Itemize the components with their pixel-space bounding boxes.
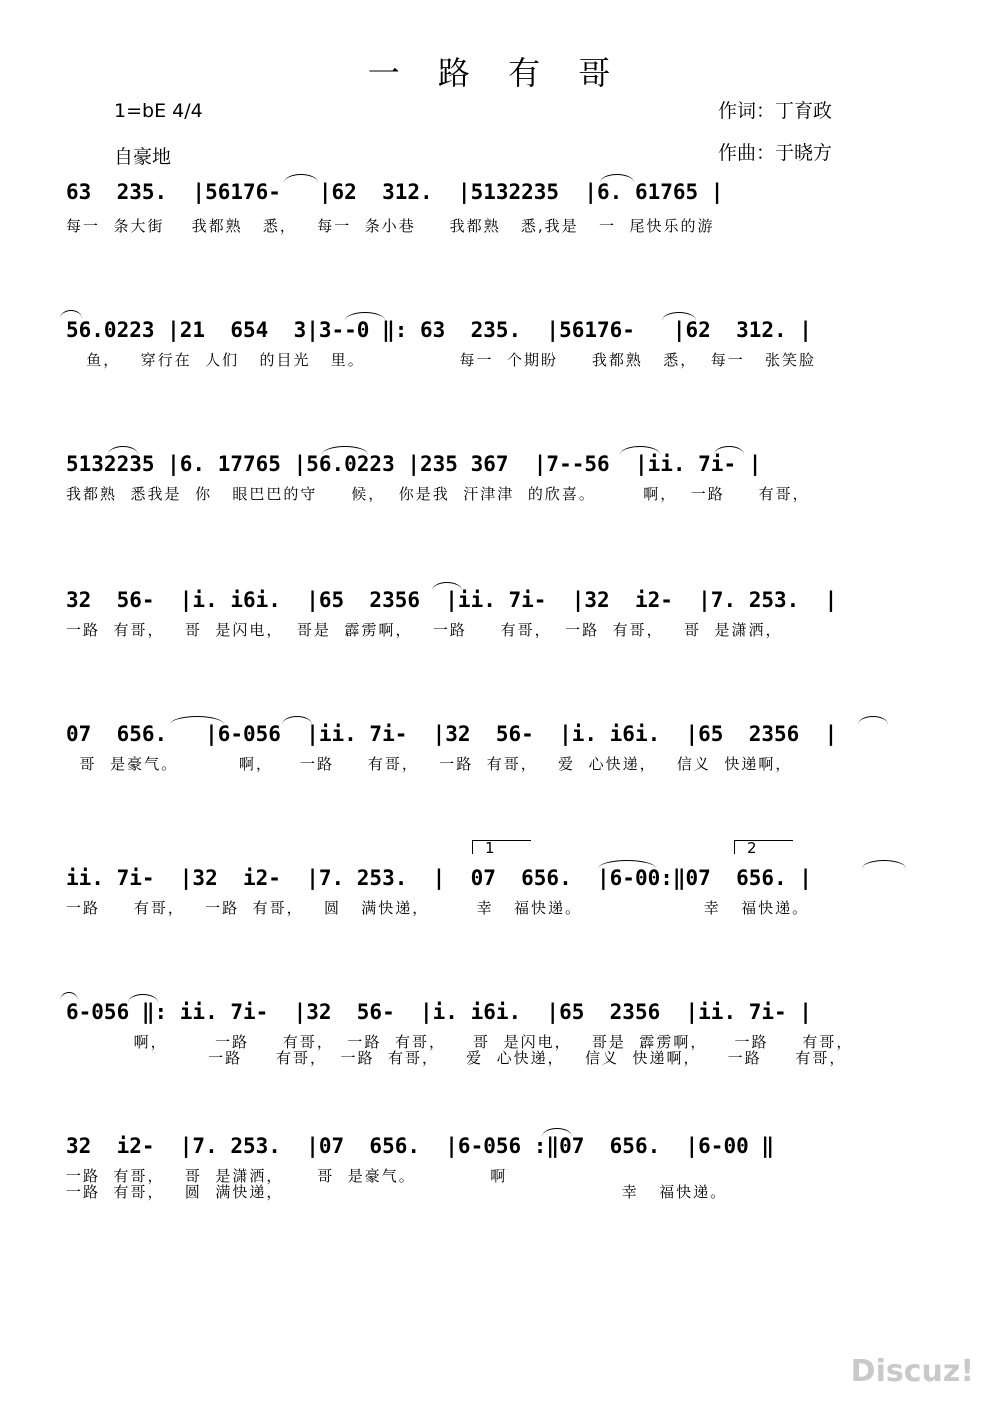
score-system-8 (0, 1134, 992, 1214)
tie-slur (620, 446, 660, 463)
score-system-6 (0, 866, 992, 946)
tie-slur (858, 716, 888, 733)
lyrics-line: 每一 条大街 我都熟 悉， 每一 条小巷 我都熟 悉,我是 一 尾快乐的游 (66, 217, 715, 235)
lyrics-line-2: 一路 有哥， 圆 满快递， 幸 福快递。 (66, 1183, 728, 1201)
score-system-2 (0, 318, 992, 398)
lyrics-line: 一路 有哥， 一路 有哥， 圆 满快递， 幸 福快递。 幸 福快递。 (66, 899, 810, 917)
tie-slur (128, 994, 158, 1011)
composer-credit: 作曲：于晓方 (718, 142, 833, 164)
notation-line: 63 235. |56176- |62 312. |5132235 |6. 61765 | (66, 180, 724, 204)
notation-line: 6-056 ‖: ii. 7i- |32 56- |i. i6i. |65 2356 |ii. 7i- | (66, 1000, 812, 1024)
first-ending-bracket (472, 839, 531, 857)
tie-slur (108, 446, 138, 463)
tie-slur (322, 446, 368, 463)
tie-slur (284, 174, 318, 191)
notation-line: 5132235 |6. 17765 |56.0223 |235 367 |7--56 |ii. 7i- | (66, 452, 762, 476)
lyrics-line: 我都熟 悉我是 你 眼巴巴的守 候， 你是我 汗津津 的欣喜。 啊， 一路 有哥， (66, 485, 810, 503)
score-system-1 (0, 180, 992, 260)
lyrics-line: 一路 有哥， 哥 是潇洒， 哥 是豪气。 啊 (66, 1167, 508, 1185)
notation-line: ii. 7i- |32 i2- |7. 253. | 07 656. |6-00:‖07 656. | (66, 866, 812, 890)
watermark: Discuz! (850, 1354, 974, 1389)
score-system-3 (0, 452, 992, 532)
tie-slur (60, 310, 82, 327)
tie-slur (432, 582, 462, 599)
lyricist-credit: 作词：丁育政 (718, 100, 833, 122)
tie-slur (714, 446, 744, 463)
second-ending-number: 2 (747, 839, 757, 857)
lyrics-line: 哥 是豪气。 啊， 一路 有哥， 一路 有哥， 爱 心快递， 信义 快递啊， (66, 755, 793, 773)
lyrics-line: 啊， 一路 有哥， 一路 有哥， 哥 是闪电， 哥是 霹雳啊， 一路 有哥， (66, 1033, 854, 1051)
tie-slur (170, 716, 224, 733)
tie-slur (542, 1128, 572, 1145)
key-signature: 1=bE 4/4 (114, 100, 203, 122)
tempo-marking: 自豪地 (114, 146, 172, 168)
tie-slur (345, 312, 385, 329)
tie-slur (60, 992, 78, 1009)
tie-slur (862, 860, 906, 877)
second-ending-bracket (734, 839, 793, 857)
song-title: 一 路 有 哥 (367, 54, 625, 92)
first-ending-number: 1 (485, 839, 495, 857)
tie-slur (598, 860, 656, 877)
score-system-7 (0, 1000, 992, 1080)
tie-slur (600, 174, 634, 191)
notation-line: 56.0223 |21 654 3|3--0 ‖: 63 235. |56176- |62 312. | (66, 318, 812, 342)
tie-slur (282, 716, 312, 733)
tie-slur (662, 312, 696, 329)
lyrics-line-2: 一路 有哥， 一路 有哥， 爱 心快递， 信义 快递啊， 一路 有哥， (66, 1049, 847, 1067)
lyrics-line: 一路 有哥， 哥 是闪电， 哥是 霹雳啊， 一路 有哥， 一路 有哥， 哥 是潇洒， (66, 621, 783, 639)
notation-line: 07 656. |6-056 |ii. 7i- |32 56- |i. i6i. |65 2356 | (66, 722, 838, 746)
score-system-5 (0, 722, 992, 802)
notation-line: 32 56- |i. i6i. |65 2356 |ii. 7i- |32 i2- |7. 253. | (66, 588, 838, 612)
notation-line: 32 i2- |7. 253. |07 656. |6-056 :‖07 656. |6-00 ‖ (66, 1134, 775, 1158)
score-system-4 (0, 588, 992, 668)
lyrics-line: 鱼， 穿行在 人们 的目光 里。 每一 个期盼 我都熟 悉， 每一 张笑脸 (66, 351, 817, 369)
